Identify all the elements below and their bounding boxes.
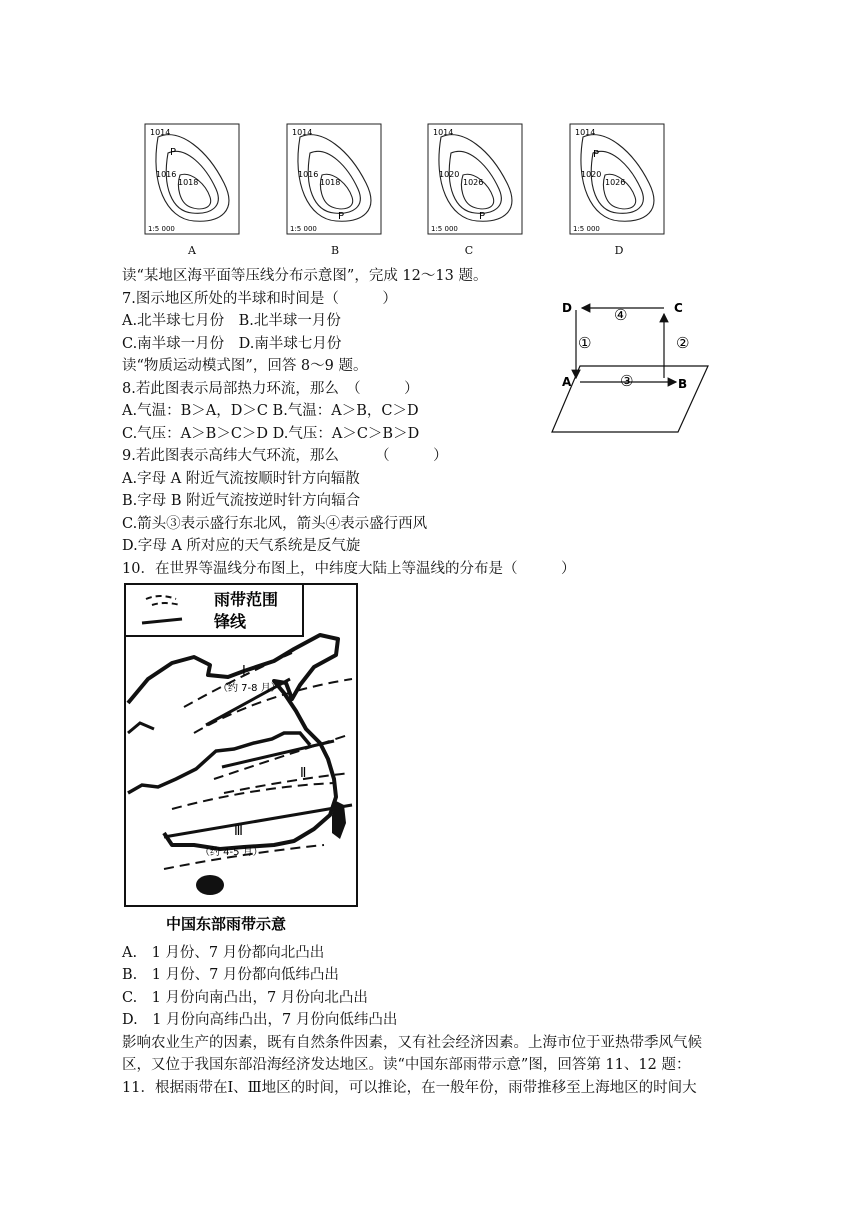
isobar-label-outer: 1014 — [433, 128, 454, 137]
point-p-label: P — [593, 149, 600, 160]
intro-isobar: 读“某地区海平面等压线分布示意图”，完成 12～13 题。 — [122, 268, 488, 284]
scale-label: 1:5 000 — [290, 225, 317, 233]
point-p-label: P — [479, 211, 486, 222]
panel-caption-d: D — [614, 244, 624, 257]
question-9-option-d: D.字母 A 所对应的天气系统是反气旋 — [122, 538, 361, 554]
question-9-option-a: A.字母 A 附近气流按顺时针方向辐散 — [122, 471, 360, 487]
isobar-label-outer: 1014 — [575, 128, 596, 137]
question-10-option-c: C. 1 月份向南凸出，7 月份向北凸出 — [122, 990, 368, 1006]
rainband-map — [124, 583, 358, 935]
isobar-label-inner: 1026 — [605, 178, 626, 187]
intro-motion: 读“物质运动模式图”，回答 8～9 题。 — [122, 358, 368, 374]
isobar-label-inner: 1026 — [463, 178, 484, 187]
scale-label: 1:5 000 — [573, 225, 600, 233]
arrow-2-label: ② — [676, 334, 690, 352]
arrow-1-label: ① — [578, 334, 592, 352]
region-2-label: Ⅱ — [300, 766, 307, 781]
coast-north — [128, 723, 154, 733]
region-1-label: Ⅰ — [242, 664, 246, 679]
panel-caption-b: B — [330, 244, 340, 257]
legend-area-label: 雨带范围 — [214, 590, 279, 609]
question-7-options-cd: C.南半球一月份 D.南半球七月份 — [122, 336, 342, 352]
panel-caption-a: A — [188, 244, 196, 257]
question-10-option-b: B. 1 月份、7 月份都向低纬凸出 — [122, 967, 339, 983]
label-b: B — [678, 377, 688, 391]
region-1-time: （约 7-8 月） — [218, 683, 281, 694]
river-line — [128, 733, 310, 793]
point-p-label: P — [338, 211, 345, 222]
question-11: 11．根据雨带在Ⅰ、Ⅲ地区的时间，可以推论，在一般年份，雨带推移至上海地区的时间大 — [122, 1080, 697, 1096]
question-10-option-d: D. 1 月份向高纬凸出，7 月份向低纬凸出 — [122, 1012, 398, 1028]
question-8-options-cd: C.气压：A＞B＞C＞D D.气压：A＞C＞B＞D — [122, 426, 420, 442]
front-line-2 — [222, 741, 334, 767]
point-p-label: P — [170, 147, 177, 158]
isobar-label-mid: 1016 — [298, 170, 319, 179]
isobar-label-inner: 1018 — [320, 178, 341, 187]
arrow-4-label: ④ — [614, 306, 628, 324]
isobar-label-outer: 1014 — [150, 128, 171, 137]
scale-label: 1:5 000 — [431, 225, 458, 233]
label-a: A — [562, 375, 572, 389]
region-3-label: Ⅲ — [234, 824, 243, 839]
panel-caption-c: C — [464, 244, 474, 257]
question-9-option-c: C.箭头③表示盛行东北风，箭头④表示盛行西风 — [122, 516, 428, 532]
label-d: D — [562, 301, 572, 315]
isobar-label-mid: 1020 — [581, 170, 602, 179]
isobar-panel-d — [569, 123, 665, 235]
isobar-panel-c — [427, 123, 523, 235]
motion-diagram — [550, 296, 710, 436]
region-3-time: （约 4-5 月） — [200, 847, 263, 858]
question-8-options-ab: A.气温：B＞A，D＞C B.气温：A＞B，C＞D — [122, 403, 419, 419]
question-7: 7.图示地区所处的半球和时间是（ ） — [122, 291, 397, 307]
isobar-label-inner: 1018 — [178, 178, 199, 187]
scale-label: 1:5 000 — [148, 225, 175, 233]
question-10-option-a: A. 1 月份、7 月份都向北凸出 — [122, 945, 325, 961]
arrow-3-label: ③ — [620, 372, 634, 390]
paragraph-line-1: 影响农业生产的因素，既有自然条件因素，又有社会经济因素。上海市位于亚热带季风气候 — [122, 1035, 702, 1051]
question-9: 9.若此图表示高纬大气环流，那么 （ ） — [122, 448, 448, 464]
isobar-label-mid: 1016 — [156, 170, 177, 179]
hainan-island — [196, 875, 224, 895]
paragraph-line-2: 区，又位于我国东部沿海经济发达地区。读“中国东部雨带示意”图，回答第 11、12 题： — [122, 1057, 691, 1073]
isobar-label-outer: 1014 — [292, 128, 313, 137]
isobar-panel-a — [144, 123, 240, 235]
question-9-option-b: B.字母 B 附近气流按逆时针方向辐合 — [122, 493, 361, 509]
question-7-options-ab: A.北半球七月份 B.北半球一月份 — [122, 313, 341, 329]
map-caption: 中国东部雨带示意 — [166, 915, 287, 933]
isobar-panel-b — [286, 123, 382, 235]
isobar-label-mid: 1020 — [439, 170, 460, 179]
question-8: 8.若此图表示局部热力环流，那么 （ ） — [122, 381, 419, 397]
legend-front-label: 锋线 — [214, 612, 247, 631]
label-c: C — [674, 301, 683, 315]
question-10: 10．在世界等温线分布图上，中纬度大陆上等温线的分布是（ ） — [122, 561, 576, 577]
